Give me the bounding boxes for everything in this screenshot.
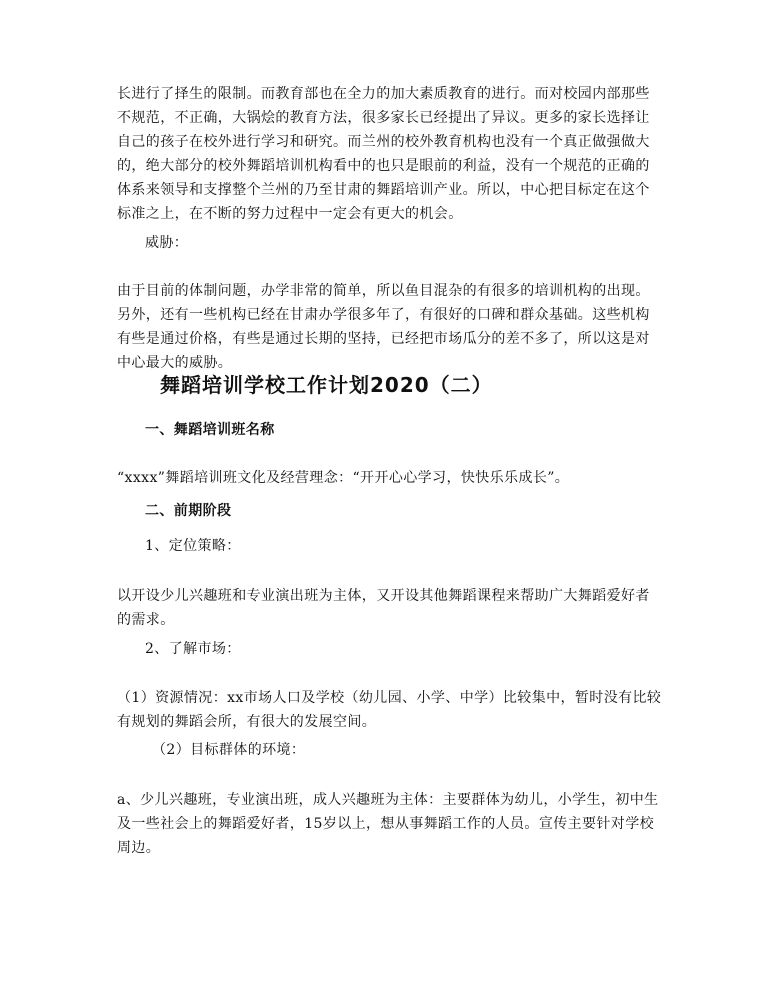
threat-paragraph: 由于目前的体制问题，办学非常的简单，所以鱼目混杂的有很多的培训机构的出现。另外，还有一些机构已经在甘肃办学很多年了，有很好的口碑和群众基础。这些机构有些是通过价格，有些是通过长期的坚持，已经把市场瓜分的差不多了，所以这是对中心最大的威胁。 xyxy=(117,283,650,371)
market-label: 2、了解市场： xyxy=(145,641,241,657)
section-title: 舞蹈培训学校工作计划2020（二） xyxy=(160,373,493,397)
intro-paragraph: 长进行了择生的限制。而教育部也在全力的加大素质教育的进行。而对校园内部那些不规范，不正确，大锅烩的教育方法，很多家长已经提出了异议。更多的家长选择让自己的孩子在校外进行学习和研究。而兰州的校外教育机构也没有一个真正做强做大的，绝大部分的校外舞蹈培训机构看中的也只是眼前的利益，没有一个规范的正确的体系来领导和支撑整个兰州的乃至甘肃的舞蹈培训产业。所以，中心把目标定在这个标准之上，在不断的努力过程中一定会有更大的机会。 xyxy=(117,86,650,222)
section-heading-early-stage: 二、前期阶段 xyxy=(145,503,232,519)
positioning-label: 1、定位策略： xyxy=(145,538,241,554)
threat-label: 威胁： xyxy=(145,235,189,251)
positioning-paragraph: 以开设少儿兴趣班和专业演出班为主体，又开设其他舞蹈课程来帮助广大舞蹈爱好者的需求。 xyxy=(117,588,650,628)
name-paragraph: “xxxx”舞蹈培训班文化及经营理念：“开开心心学习，快快乐乐成长”。 xyxy=(117,470,570,486)
target-group-paragraph: a、少儿兴趣班，专业演出班，成人兴趣班为主体：主要群体为幼儿，小学生，初中生及一些社会上的舞蹈爱好者，15岁以上，想从事舞蹈工作的人员。宣传主要针对学校周边。 xyxy=(117,792,659,856)
section-heading-name: 一、舞蹈培训班名称 xyxy=(145,422,275,438)
target-group-label: （2）目标群体的环境： xyxy=(152,742,306,758)
resources-paragraph: （1）资源情况：xx市场人口及学校（幼儿园、小学、中学）比较集中，暂时没有比较有规划的舞蹈会所，有很大的发展空间。 xyxy=(117,690,662,730)
